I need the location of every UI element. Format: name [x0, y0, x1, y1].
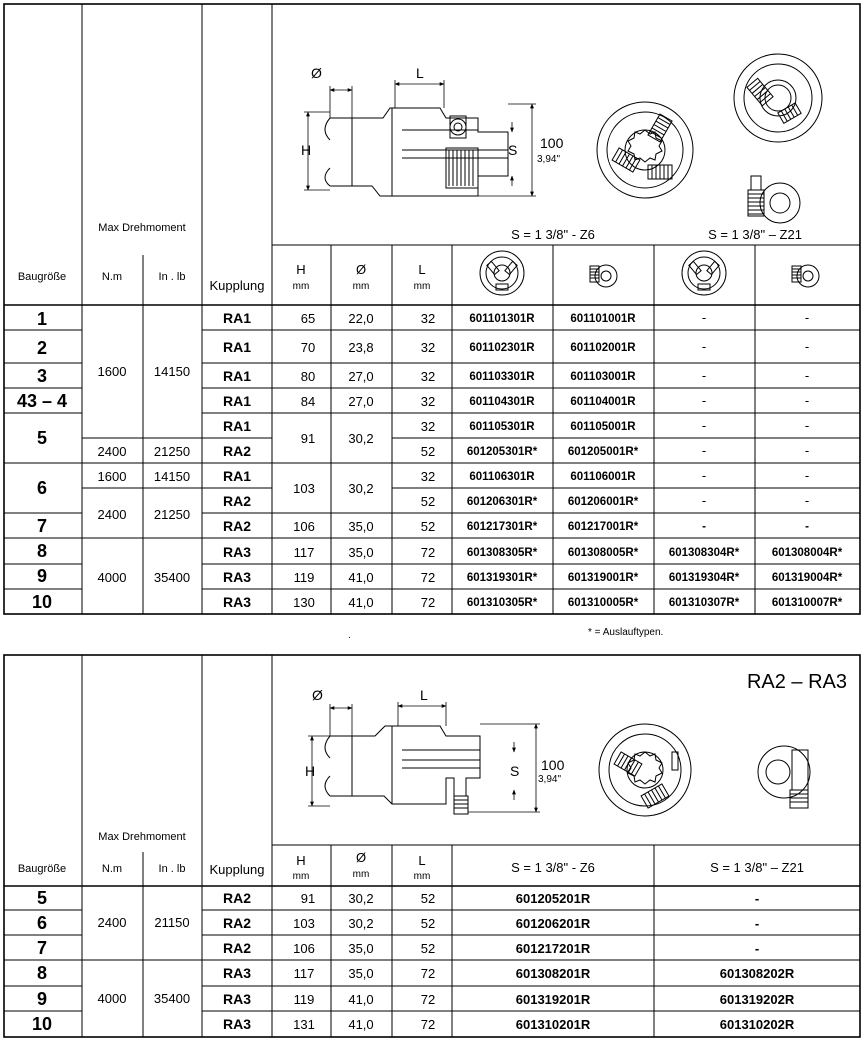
t2-nm: 2400 [97, 915, 127, 930]
t1-d: 23,8 [348, 340, 374, 355]
t1-l: 52 [420, 519, 436, 534]
header-d: Ø [355, 262, 367, 277]
t1-nm: 2400 [97, 507, 127, 522]
drawing-d-label: Ø [311, 65, 322, 81]
t1-code-z21-side: - [804, 443, 810, 458]
header-kupplung: Kupplung [209, 862, 265, 877]
t1-d: 35,0 [348, 545, 374, 560]
t1-code-z6-side: 601206001R* [567, 496, 639, 508]
drawing-s-label: S [508, 142, 518, 158]
header-h: H [296, 853, 306, 868]
t1-h: 65 [300, 311, 316, 326]
t1-inlb: 14150 [153, 364, 191, 379]
t1-l: 32 [420, 340, 436, 355]
t1-kupplung: RA1 [222, 468, 252, 484]
t1-code-z6-side: 601319001R* [567, 572, 639, 584]
t1-inlb: 35400 [153, 570, 191, 585]
drawing-l-label: L [416, 65, 424, 81]
t2-l: 52 [420, 916, 436, 931]
t1-size: 3 [36, 366, 48, 386]
table-2-header [18, 831, 804, 882]
t1-kupplung: RA3 [222, 544, 252, 560]
t2-size: 9 [36, 989, 48, 1009]
t1-nm: 2400 [97, 444, 127, 459]
table-1-body [17, 309, 843, 612]
t2-code-z6: 601206201R [515, 916, 591, 931]
t1-code-z6-front: 601106301R [469, 471, 535, 483]
t2-code-z6: 601217201R [515, 941, 591, 956]
t1-code-z6-side: 601106001R [570, 471, 636, 483]
t1-h: 106 [293, 519, 315, 534]
t1-d: 30,2 [348, 481, 374, 496]
t2-code-z21: - [754, 891, 760, 906]
drawing-z6-label: S = 1 3/8" - Z6 [511, 227, 595, 242]
t1-code-z6-front: 601205301R* [466, 446, 538, 458]
t2-h: 119 [293, 992, 315, 1007]
t1-code-z6-side: 601205001R* [567, 446, 639, 458]
t1-code-z21-front: - [701, 418, 707, 433]
t1-code-z6-side: 601308005R* [567, 547, 639, 559]
t1-h: 119 [293, 570, 315, 585]
table-2-drawing [305, 687, 810, 816]
t2-kupplung: RA2 [222, 890, 252, 906]
z21-front-view-icon [734, 54, 822, 142]
t2-l: 72 [420, 992, 436, 1007]
table-1-header [18, 222, 430, 293]
t1-d: 22,0 [348, 311, 374, 326]
t1-l: 52 [420, 444, 436, 459]
header-l: L [418, 853, 426, 868]
header-nm: N.m [101, 271, 123, 283]
t1-code-z21-front: - [701, 393, 707, 408]
t1-code-z21-side: - [804, 418, 810, 433]
t1-code-z6-front: 601101301R [469, 313, 535, 325]
t1-l: 52 [420, 494, 436, 509]
t1-code-z6-front: 601217301R* [466, 521, 538, 533]
t2-d: 41,0 [348, 992, 374, 1007]
t1-l: 32 [420, 369, 436, 384]
t1-code-z6-side: 601310005R* [567, 597, 639, 609]
t2-kupplung: RA2 [222, 940, 252, 956]
t1-code-z21-side: - [804, 339, 810, 354]
t1-size: 8 [36, 541, 48, 561]
header-inlb: In . lb [158, 863, 186, 875]
t2-size: 7 [36, 938, 48, 958]
t2-code-z6: 601205201R [515, 891, 591, 906]
t1-nm: 1600 [97, 469, 127, 484]
t2-h: 106 [293, 941, 315, 956]
t2-kupplung: RA3 [222, 991, 252, 1007]
t1-h: 70 [300, 340, 316, 355]
table-2-title: RA2 – RA3 [746, 671, 847, 693]
t1-kupplung: RA1 [222, 368, 252, 384]
t1-code-z6-front: 601105301R [469, 421, 535, 433]
header-kupplung: Kupplung [209, 278, 265, 293]
t1-kupplung: RA1 [222, 418, 252, 434]
header-d: Ø [355, 850, 367, 865]
t1-size: 43 – 4 [16, 391, 68, 411]
t1-code-z21-side: - [805, 521, 809, 533]
t2-inlb: 35400 [153, 991, 191, 1006]
t2-code-z6: 601308201R [515, 966, 591, 981]
t1-code-z6-front: 601206301R* [466, 496, 538, 508]
header-inlb: In . lb [158, 271, 186, 283]
t1-code-z6-side: 601104001R [570, 396, 636, 408]
header-nm: N.m [101, 863, 123, 875]
t1-code-z21-side: 601319004R* [771, 572, 843, 584]
t2-code-z21: - [754, 916, 760, 931]
t1-inlb: 21250 [153, 444, 191, 459]
t2-kupplung: RA3 [222, 965, 252, 981]
t1-size: 2 [36, 338, 48, 358]
t1-h: 91 [300, 431, 316, 446]
t2-d: 30,2 [348, 891, 374, 906]
t1-kupplung: RA1 [222, 310, 252, 326]
t1-code-z6-front: 601103301R [469, 371, 535, 383]
t1-kupplung: RA2 [222, 518, 252, 534]
header-h-unit: mm [292, 871, 310, 882]
header-d-unit: mm [352, 869, 370, 880]
t2-d: 30,2 [348, 916, 374, 931]
t1-nm: 1600 [97, 364, 127, 379]
t1-code-z21-front: - [701, 493, 707, 508]
t2-code-z6: 601319201R [515, 992, 591, 1007]
t2-d: 35,0 [348, 941, 374, 956]
table-1-drawing [301, 54, 822, 242]
t2-code-z21: 601308202R [719, 966, 795, 981]
header-d-unit: mm [352, 281, 370, 292]
t1-l: 32 [420, 469, 436, 484]
t2-kupplung: RA2 [222, 915, 252, 931]
drawing-dim-in: 3,94" [538, 774, 562, 785]
header-l-unit: mm [413, 281, 431, 292]
t2-code-z21: 601319202R [719, 992, 795, 1007]
t1-h: 80 [300, 369, 316, 384]
t1-code-z21-front: - [701, 339, 707, 354]
header-z21: S = 1 3/8" – Z21 [710, 860, 804, 875]
z6-front-view-icon [597, 102, 693, 198]
t1-d: 30,2 [348, 431, 374, 446]
t1-code-z21-side: - [804, 310, 810, 325]
header-baugroesse: Baugröße [17, 863, 67, 875]
drawing-d-label: Ø [312, 687, 323, 703]
t2-h: 91 [300, 891, 316, 906]
t1-kupplung: RA3 [222, 569, 252, 585]
t2-l: 52 [420, 891, 436, 906]
col-icon-z21-side [792, 265, 819, 287]
t1-code-z21-side: - [804, 468, 810, 483]
t1-kupplung: RA2 [222, 493, 252, 509]
t1-kupplung: RA1 [222, 339, 252, 355]
t1-h: 103 [293, 481, 315, 496]
t2-inlb: 21150 [154, 915, 190, 930]
t2-l: 72 [420, 1017, 436, 1032]
z21-side-view-icon [748, 176, 800, 223]
t1-code-z6-side: 601105001R [570, 421, 636, 433]
t1-code-z6-side: 601102001R [570, 342, 636, 354]
drawing-dim-mm: 100 [541, 757, 565, 773]
t1-code-z21-side: - [804, 393, 810, 408]
t2-d: 41,0 [348, 1017, 374, 1032]
stray-dot: . [348, 630, 351, 641]
header-z6: S = 1 3/8" - Z6 [511, 860, 595, 875]
header-h-unit: mm [292, 281, 310, 292]
t1-size: 5 [36, 428, 48, 448]
header-l-unit: mm [413, 871, 431, 882]
t1-nm: 4000 [97, 570, 127, 585]
t1-inlb: 14150 [153, 469, 191, 484]
t1-code-z21-front: - [701, 368, 707, 383]
t1-kupplung: RA2 [222, 443, 252, 459]
t2-code-z6: 601310201R [515, 1017, 591, 1032]
z6-front-view-icon [599, 724, 691, 816]
drawing-s-label: S [510, 763, 520, 779]
t1-l: 72 [420, 595, 436, 610]
t2-h: 117 [293, 966, 315, 981]
t1-code-z6-front: 601104301R [469, 396, 535, 408]
t1-inlb: 21250 [153, 507, 191, 522]
t2-d: 35,0 [348, 966, 374, 981]
t1-h: 130 [293, 595, 315, 610]
t1-d: 27,0 [348, 394, 374, 409]
t1-size: 6 [36, 478, 48, 498]
t2-l: 72 [420, 966, 436, 981]
drawing-h-label: H [301, 142, 312, 158]
t1-code-z6-front: 601308305R* [466, 547, 538, 559]
t2-l: 52 [420, 941, 436, 956]
t1-code-z21-front: 601308304R* [668, 547, 740, 559]
footnote: * = Auslauftypen. [588, 627, 664, 638]
t1-code-z6-front: 601102301R [469, 342, 535, 354]
t2-size: 6 [36, 913, 48, 933]
t2-nm: 4000 [97, 991, 127, 1006]
header-max-drehmoment: Max Drehmoment [98, 831, 186, 843]
t1-d: 35,0 [348, 519, 374, 534]
t1-h: 84 [300, 394, 316, 409]
t1-d: 41,0 [348, 570, 374, 585]
drawing-l-label: L [420, 687, 428, 703]
t2-h: 131 [293, 1017, 315, 1032]
t1-code-z21-side: - [804, 493, 810, 508]
t1-code-z21-side: 601310007R* [771, 597, 843, 609]
t1-l: 32 [420, 394, 436, 409]
t1-l: 32 [420, 419, 436, 434]
col-icon-z21-front [682, 251, 726, 295]
t2-code-z21: 601310202R [719, 1017, 795, 1032]
t1-code-z21-side: - [804, 368, 810, 383]
t1-l: 32 [420, 311, 436, 326]
t1-code-z6-front: 601310305R* [466, 597, 538, 609]
header-h: H [296, 262, 306, 277]
drawing-dim-mm: 100 [540, 135, 564, 151]
t1-size: 7 [36, 516, 48, 536]
t1-code-z21-front: 601310307R* [668, 597, 740, 609]
t2-kupplung: RA3 [222, 1016, 252, 1032]
t1-kupplung: RA3 [222, 594, 252, 610]
header-baugroesse: Baugröße [17, 271, 67, 283]
t2-code-z21: - [754, 941, 760, 956]
t2-size: 5 [36, 888, 48, 908]
t1-d: 27,0 [348, 369, 374, 384]
t1-code-z6-side: 601103001R [570, 371, 636, 383]
t1-code-z6-front: 601319301R* [466, 572, 538, 584]
t2-size: 10 [31, 1014, 53, 1034]
t1-code-z6-side: 601217001R* [567, 521, 639, 533]
header-l: L [418, 262, 426, 277]
t1-size: 1 [36, 309, 48, 329]
z21-side-view-icon [758, 746, 810, 808]
col-icon-z6-side [590, 265, 617, 287]
drawing-h-label: H [305, 763, 316, 779]
t1-kupplung: RA1 [222, 393, 252, 409]
t1-code-z21-front: - [701, 310, 707, 325]
t1-h: 117 [293, 545, 315, 560]
t1-code-z6-side: 601101001R [570, 313, 636, 325]
t1-l: 72 [420, 570, 436, 585]
t1-code-z21-front: - [701, 443, 707, 458]
t1-code-z21-front: - [702, 521, 706, 533]
t1-size: 9 [36, 566, 48, 586]
t1-code-z21-front: 601319304R* [668, 572, 740, 584]
t1-l: 72 [420, 545, 436, 560]
t1-code-z21-side: 601308004R* [771, 547, 843, 559]
header-max-drehmoment: Max Drehmoment [98, 222, 186, 234]
t2-size: 8 [36, 963, 48, 983]
t1-code-z21-front: - [701, 468, 707, 483]
t2-h: 103 [293, 916, 315, 931]
col-icon-z6-front [480, 251, 524, 295]
t1-d: 41,0 [348, 595, 374, 610]
t1-size: 10 [31, 592, 53, 612]
drawing-z21-label: S = 1 3/8" – Z21 [708, 227, 802, 242]
drawing-dim-in: 3,94" [537, 154, 561, 165]
